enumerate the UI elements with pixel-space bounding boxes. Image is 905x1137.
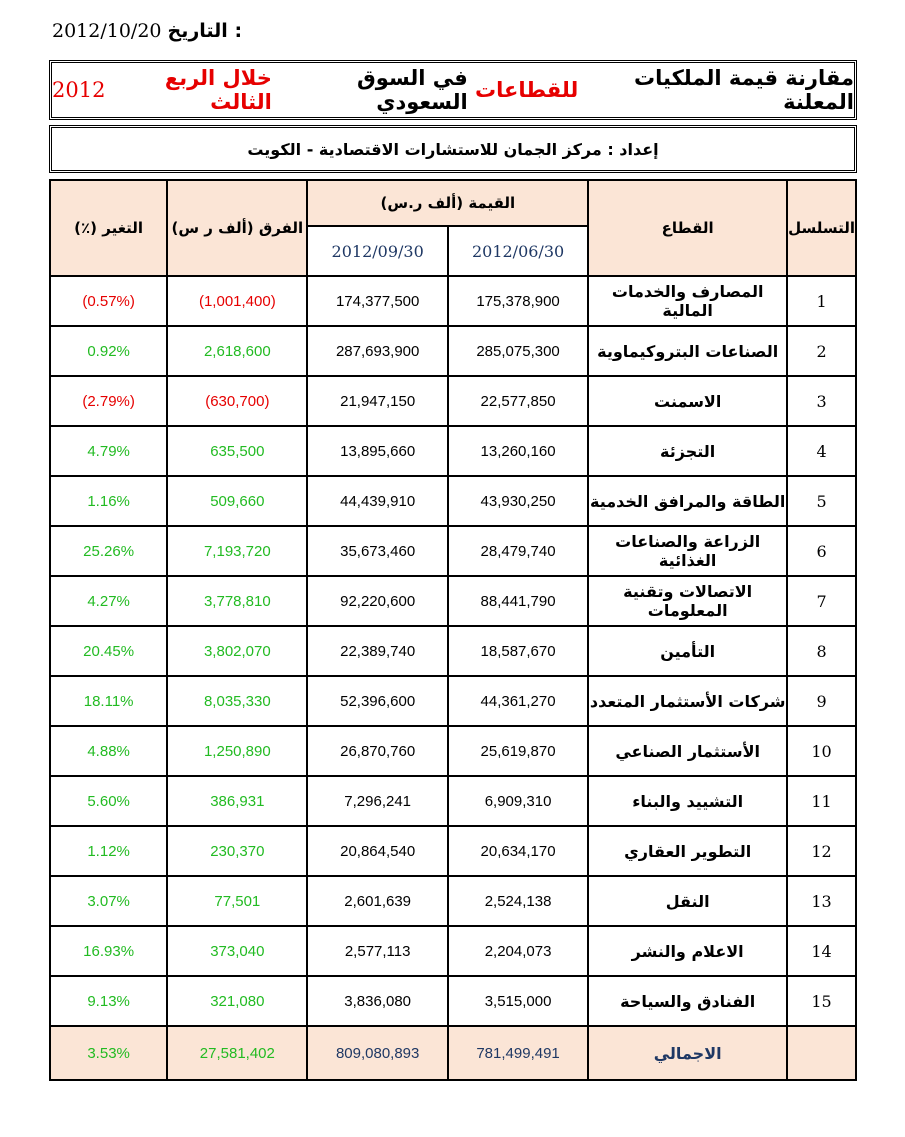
row-seq: 13: [787, 876, 856, 926]
row-value-1: 88,441,790: [448, 576, 588, 626]
title-year: 2012: [52, 78, 106, 102]
title-part-2: للقطاعات: [475, 78, 579, 102]
row-value-1: 18,587,670: [448, 626, 588, 676]
table-row: [50, 726, 856, 776]
total-change: 3.53%: [50, 1026, 167, 1080]
row-value-2: 2,601,639: [307, 876, 447, 926]
total-value-2: 809,080,893: [307, 1026, 447, 1080]
row-value-1: 20,634,170: [448, 826, 588, 876]
row-sector: الفنادق والسياحة: [588, 976, 787, 1026]
table-row: [50, 676, 856, 726]
row-value-2: 52,396,600: [307, 676, 447, 726]
row-sector: المصارف والخدمات المالية: [588, 276, 787, 326]
row-diff: 635,500: [167, 426, 307, 476]
row-change: (2.79%): [50, 376, 167, 426]
row-value-2: 287,693,900: [307, 326, 447, 376]
total-row: [50, 1026, 856, 1080]
row-change: 1.16%: [50, 476, 167, 526]
row-diff: 7,193,720: [167, 526, 307, 576]
table-row: [50, 376, 856, 426]
prepared-by: [49, 125, 857, 173]
row-diff: 1,250,890: [167, 726, 307, 776]
row-change: 18.11%: [50, 676, 167, 726]
table-row: [50, 276, 856, 326]
row-value-2: 13,895,660: [307, 426, 447, 476]
row-value-1: 43,930,250: [448, 476, 588, 526]
row-value-1: 6,909,310: [448, 776, 588, 826]
row-change: 16.93%: [50, 926, 167, 976]
row-value-2: 7,296,241: [307, 776, 447, 826]
row-sector: التأمين: [588, 626, 787, 676]
row-value-2: 3,836,080: [307, 976, 447, 1026]
row-diff: (630,700): [167, 376, 307, 426]
row-change: 9.13%: [50, 976, 167, 1026]
row-change: 4.88%: [50, 726, 167, 776]
table-row: [50, 326, 856, 376]
table-row: [50, 926, 856, 976]
row-change: 5.60%: [50, 776, 167, 826]
row-value-2: 35,673,460: [307, 526, 447, 576]
row-seq: 1: [787, 276, 856, 326]
title-part-4: خلال الربع الثالث: [164, 66, 272, 114]
row-diff: 2,618,600: [167, 326, 307, 376]
row-diff: 230,370: [167, 826, 307, 876]
row-value-1: 22,577,850: [448, 376, 588, 426]
table-row: [50, 626, 856, 676]
row-diff: 509,660: [167, 476, 307, 526]
row-value-2: 2,577,113: [307, 926, 447, 976]
row-value-1: 3,515,000: [448, 976, 588, 1026]
row-change: (0.57%): [50, 276, 167, 326]
row-seq: 12: [787, 826, 856, 876]
row-sector: الاسمنت: [588, 376, 787, 426]
row-diff: 373,040: [167, 926, 307, 976]
table-row: [50, 576, 856, 626]
row-value-1: 25,619,870: [448, 726, 588, 776]
row-value-2: 20,864,540: [307, 826, 447, 876]
row-change: 3.07%: [50, 876, 167, 926]
row-seq: 9: [787, 676, 856, 726]
row-seq: 5: [787, 476, 856, 526]
header-value: القيمة (ألف ر.س): [307, 180, 588, 226]
row-seq: 3: [787, 376, 856, 426]
row-seq: 14: [787, 926, 856, 976]
table-row: [50, 826, 856, 876]
row-value-1: 44,361,270: [448, 676, 588, 726]
row-value-2: 92,220,600: [307, 576, 447, 626]
row-sector: التشييد والبناء: [588, 776, 787, 826]
header-sector: القطاع: [588, 180, 787, 276]
table-row: [50, 476, 856, 526]
row-change: 25.26%: [50, 526, 167, 576]
header-date-1: 2012/06/30: [448, 226, 588, 276]
row-value-2: 26,870,760: [307, 726, 447, 776]
row-sector: الطاقة والمرافق الخدمية: [588, 476, 787, 526]
row-seq: 10: [787, 726, 856, 776]
date-line: [52, 16, 242, 46]
row-seq: 2: [787, 326, 856, 376]
table-row: [50, 776, 856, 826]
row-sector: الأستثمار الصناعي: [588, 726, 787, 776]
table-row: [50, 876, 856, 926]
row-diff: (1,001,400): [167, 276, 307, 326]
row-seq: 15: [787, 976, 856, 1026]
table-row: [50, 426, 856, 476]
row-diff: 77,501: [167, 876, 307, 926]
row-change: 4.79%: [50, 426, 167, 476]
header-change: التغير (٪): [50, 180, 167, 276]
row-sector: الاتصالات وتقنية المعلومات: [588, 576, 787, 626]
prepared-by-text: إعداد : مركز الجمان للاستشارات الاقتصادية - الكويت: [247, 139, 659, 159]
row-change: 4.27%: [50, 576, 167, 626]
total-diff: 27,581,402: [167, 1026, 307, 1080]
row-seq: 7: [787, 576, 856, 626]
row-sector: الصناعات البتروكيماوية: [588, 326, 787, 376]
header-date-2: 2012/09/30: [307, 226, 447, 276]
row-sector: الزراعة والصناعات الغذائية: [588, 526, 787, 576]
row-diff: 3,802,070: [167, 626, 307, 676]
row-diff: 386,931: [167, 776, 307, 826]
title-part-3: في السوق السعودي: [357, 66, 468, 114]
title-part-1: مقارنة قيمة الملكيات المعلنة: [634, 66, 854, 114]
row-value-1: 2,204,073: [448, 926, 588, 976]
total-value-1: 781,499,491: [448, 1026, 588, 1080]
date-label: التاريخ :: [167, 20, 243, 42]
row-diff: 8,035,330: [167, 676, 307, 726]
report-title: [49, 60, 857, 120]
row-diff: 321,080: [167, 976, 307, 1026]
table-row: [50, 976, 856, 1026]
row-change: 0.92%: [50, 326, 167, 376]
row-value-1: 285,075,300: [448, 326, 588, 376]
row-value-1: 2,524,138: [448, 876, 588, 926]
row-seq: 4: [787, 426, 856, 476]
sector-value-table: [49, 179, 857, 1081]
row-value-2: 174,377,500: [307, 276, 447, 326]
row-sector: شركات الأستثمار المتعدد: [588, 676, 787, 726]
table-body: [50, 276, 856, 1026]
row-value-1: 13,260,160: [448, 426, 588, 476]
row-value-2: 21,947,150: [307, 376, 447, 426]
row-value-2: 44,439,910: [307, 476, 447, 526]
row-diff: 3,778,810: [167, 576, 307, 626]
total-seq-cell: [787, 1026, 856, 1080]
report-date: 2012/10/20: [52, 20, 162, 42]
row-seq: 8: [787, 626, 856, 676]
row-value-2: 22,389,740: [307, 626, 447, 676]
row-sector: الاعلام والنشر: [588, 926, 787, 976]
row-sector: النقل: [588, 876, 787, 926]
row-change: 1.12%: [50, 826, 167, 876]
row-sector: التجزئة: [588, 426, 787, 476]
row-value-1: 175,378,900: [448, 276, 588, 326]
row-change: 20.45%: [50, 626, 167, 676]
row-sector: التطوير العقاري: [588, 826, 787, 876]
row-value-1: 28,479,740: [448, 526, 588, 576]
row-seq: 11: [787, 776, 856, 826]
header-seq: التسلسل: [787, 180, 856, 276]
total-label: الاجمالي: [588, 1026, 787, 1080]
table-row: [50, 526, 856, 576]
row-seq: 6: [787, 526, 856, 576]
header-diff: الفرق (ألف ر س): [167, 180, 307, 276]
